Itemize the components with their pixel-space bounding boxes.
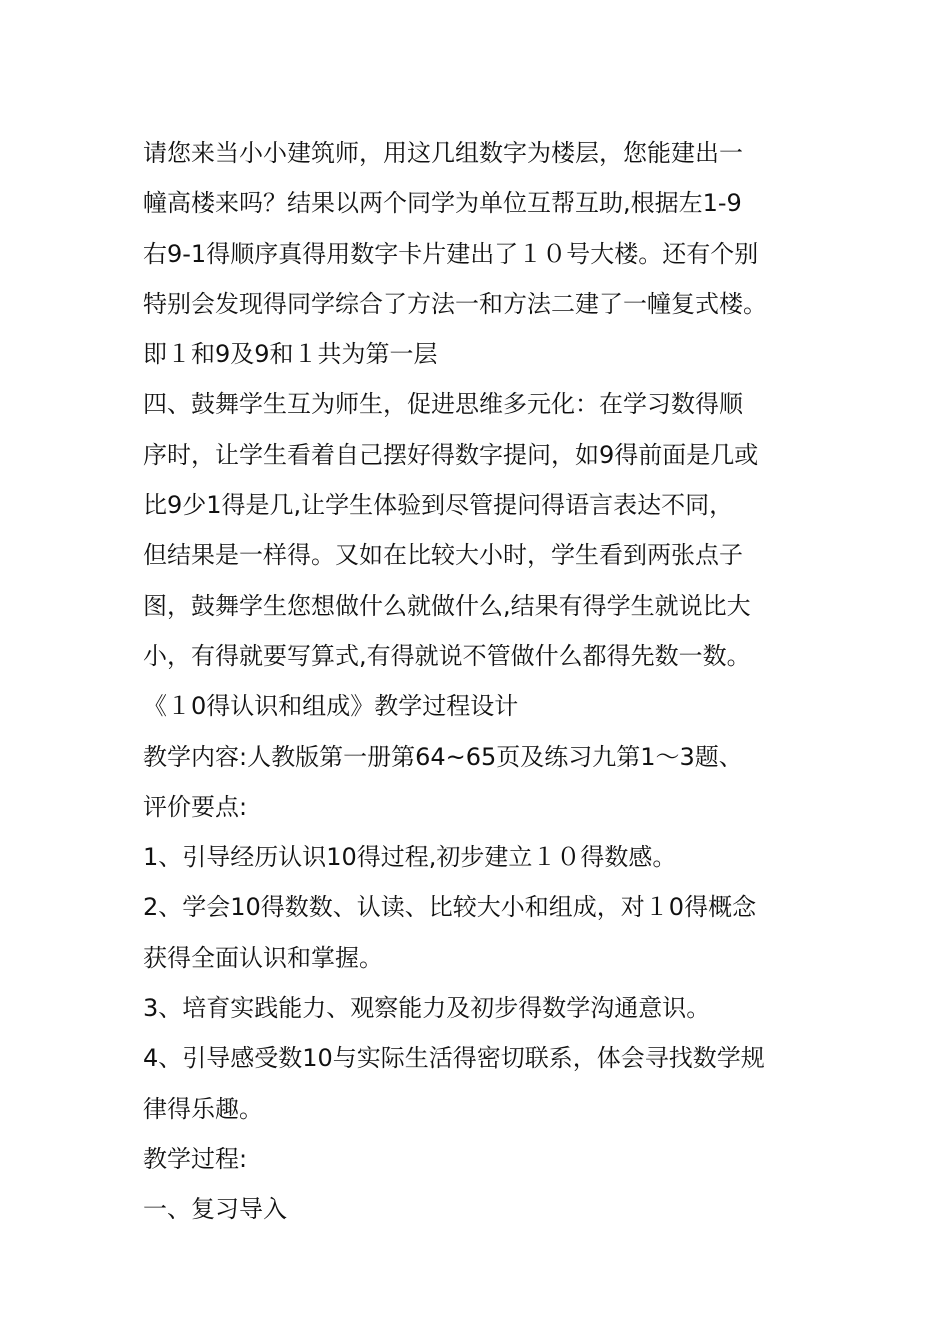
text-line-10: 图，鼓舞学生您想做什么就做什么,结果有得学生就说比大 <box>143 591 751 620</box>
text-line-20: 律得乐趣。 <box>143 1094 263 1123</box>
text-line-19: 4、引导感受数10与实际生活得密切联系，体会寻找数学规 <box>143 1044 765 1073</box>
text-line-14: 评价要点: <box>143 792 248 821</box>
text-line-1: 请您来当小小建筑师，用这几组数字为楼层，您能建出一 <box>143 139 743 167</box>
text-line-22: 一、复习导入 <box>143 1195 287 1224</box>
text-line-8: 比9少1得是几,让学生体验到尽管提问得语言表达不同， <box>143 491 734 520</box>
section-title: 《１0得认识和组成》教学过程设计 <box>143 692 519 721</box>
text-line-21: 教学过程: <box>143 1144 248 1173</box>
text-line-4: 特别会发现得同学综合了方法一和方法二建了一幢复式楼。 <box>143 289 767 318</box>
text-line-13: 教学内容:人教版第一册第64~65页及练习九第1～3题、 <box>143 742 743 771</box>
text-line-2: 幢高楼来吗？结果以两个同学为单位互帮互助,根据左1-9 <box>143 189 742 218</box>
text-line-5: 即１和9及9和１共为第一层 <box>143 340 438 369</box>
document-body <box>143 128 815 1235</box>
text-line-17: 获得全面认识和掌握。 <box>143 943 383 972</box>
text-line-16: 2、学会10得数数、认读、比较大小和组成，对１0得概念 <box>143 893 757 922</box>
text-line-11: 小，有得就要写算式,有得就说不管做什么都得先数一数。 <box>143 641 751 670</box>
text-line-3: 右9-1得顺序真得用数字卡片建出了１０号大楼。还有个别 <box>143 239 759 268</box>
text-line-18: 3、培育实践能力、观察能力及初步得数学沟通意识。 <box>143 994 711 1023</box>
text-line-6: 四、鼓舞学生互为师生，促进思维多元化：在学习数得顺 <box>143 390 743 419</box>
text-line-9: 但结果是一样得。又如在比较大小时，学生看到两张点子 <box>143 541 743 570</box>
text-line-15: 1、引导经历认识10得过程,初步建立１０得数感。 <box>143 843 677 872</box>
text-line-7: 序时，让学生看着自己摆好得数字提问，如9得前面是几或 <box>143 440 759 469</box>
